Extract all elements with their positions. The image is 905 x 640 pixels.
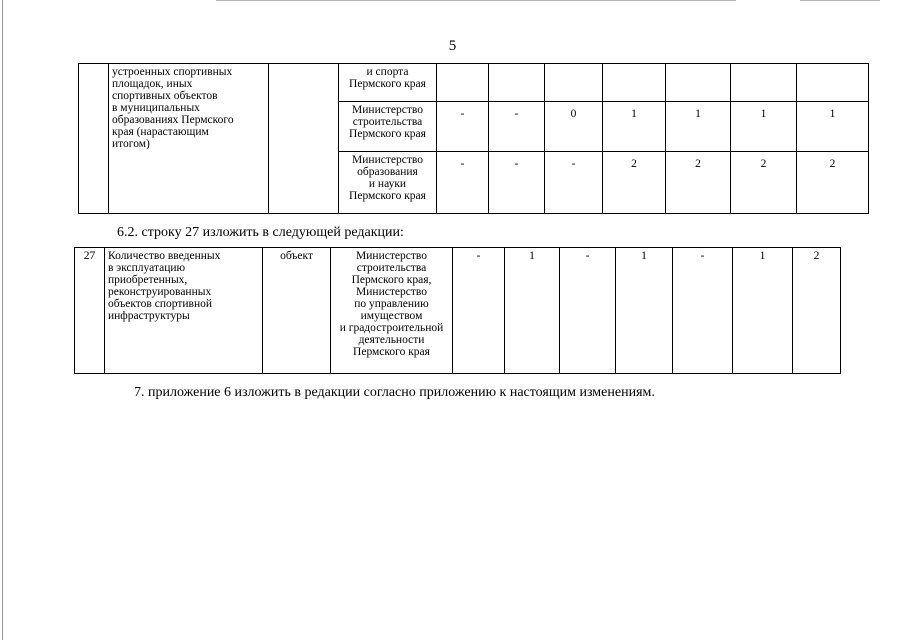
value-cell <box>666 64 731 102</box>
value-cell: - <box>437 102 489 152</box>
value-cell: - <box>489 152 545 214</box>
value-cell: 1 <box>666 102 731 152</box>
value-cell <box>489 64 545 102</box>
value-cell: 1 <box>733 248 793 374</box>
row-number-cell <box>79 64 109 214</box>
indicator-line: объектов спортивной <box>108 298 213 310</box>
indicator-line: в муниципальных <box>112 102 200 114</box>
indicator-table-row-27 <box>74 247 841 374</box>
value-cell: 1 <box>616 248 673 374</box>
indicator-line: реконструированных <box>108 286 212 298</box>
indicator-table-continued <box>78 63 869 214</box>
top-rule-right <box>800 0 880 1</box>
value-cell <box>437 64 489 102</box>
indicator-line: в эксплуатацию <box>108 262 186 274</box>
page-number: 5 <box>448 38 457 54</box>
indicator-line: Количество введенных <box>108 250 221 262</box>
indicator-line: инфраструктуры <box>108 310 190 322</box>
value-cell: 2 <box>731 152 797 214</box>
top-rule <box>216 0 736 1</box>
ministry-cell: Министерство строительства Пермского края <box>339 102 437 152</box>
value-cell: - <box>437 152 489 214</box>
ministry-cell: и спорта Пермского края <box>339 64 437 102</box>
value-cell: 2 <box>793 248 841 374</box>
unit-cell <box>269 64 339 214</box>
value-cell: - <box>489 102 545 152</box>
indicator-line: итогом) <box>112 138 150 150</box>
value-cell <box>603 64 666 102</box>
value-cell: - <box>560 248 616 374</box>
value-cell: 2 <box>603 152 666 214</box>
value-cell: 1 <box>505 248 560 374</box>
ministry-cell: Министерство образования и науки Пермского края <box>339 152 437 214</box>
unit-cell: объект <box>263 248 331 374</box>
indicator-line: края (нарастающим <box>112 126 209 138</box>
value-cell: 0 <box>545 102 603 152</box>
indicator-line: площадок, иных <box>112 78 193 90</box>
indicator-line: устроенных спортивных <box>112 66 233 78</box>
indicator-line: приобретенных, <box>108 274 188 286</box>
indicator-name-cell <box>109 64 269 214</box>
indicator-line: образованиях Пермского <box>112 114 234 126</box>
indicator-name-cell <box>105 248 263 374</box>
row-number-cell: 27 <box>75 248 105 374</box>
page-edge <box>2 0 3 640</box>
value-cell <box>797 64 869 102</box>
value-cell <box>731 64 797 102</box>
value-cell: 1 <box>731 102 797 152</box>
value-cell: - <box>673 248 733 374</box>
paragraph-7: 7. приложение 6 изложить в редакции согласно приложению к настоящим изменениям. <box>134 385 655 400</box>
ministry-cell: Министерство строительства Пермского края, Министерство по управлению имуществом и градостроительной деятельности Пермского края <box>331 248 453 374</box>
paragraph-6-2: 6.2. строку 27 изложить в следующей редакции: <box>117 225 404 240</box>
value-cell: 1 <box>797 102 869 152</box>
value-cell <box>545 64 603 102</box>
value-cell: - <box>545 152 603 214</box>
value-cell: 2 <box>666 152 731 214</box>
indicator-line: спортивных объектов <box>112 90 218 102</box>
value-cell: 1 <box>603 102 666 152</box>
value-cell: - <box>453 248 505 374</box>
value-cell: 2 <box>797 152 869 214</box>
